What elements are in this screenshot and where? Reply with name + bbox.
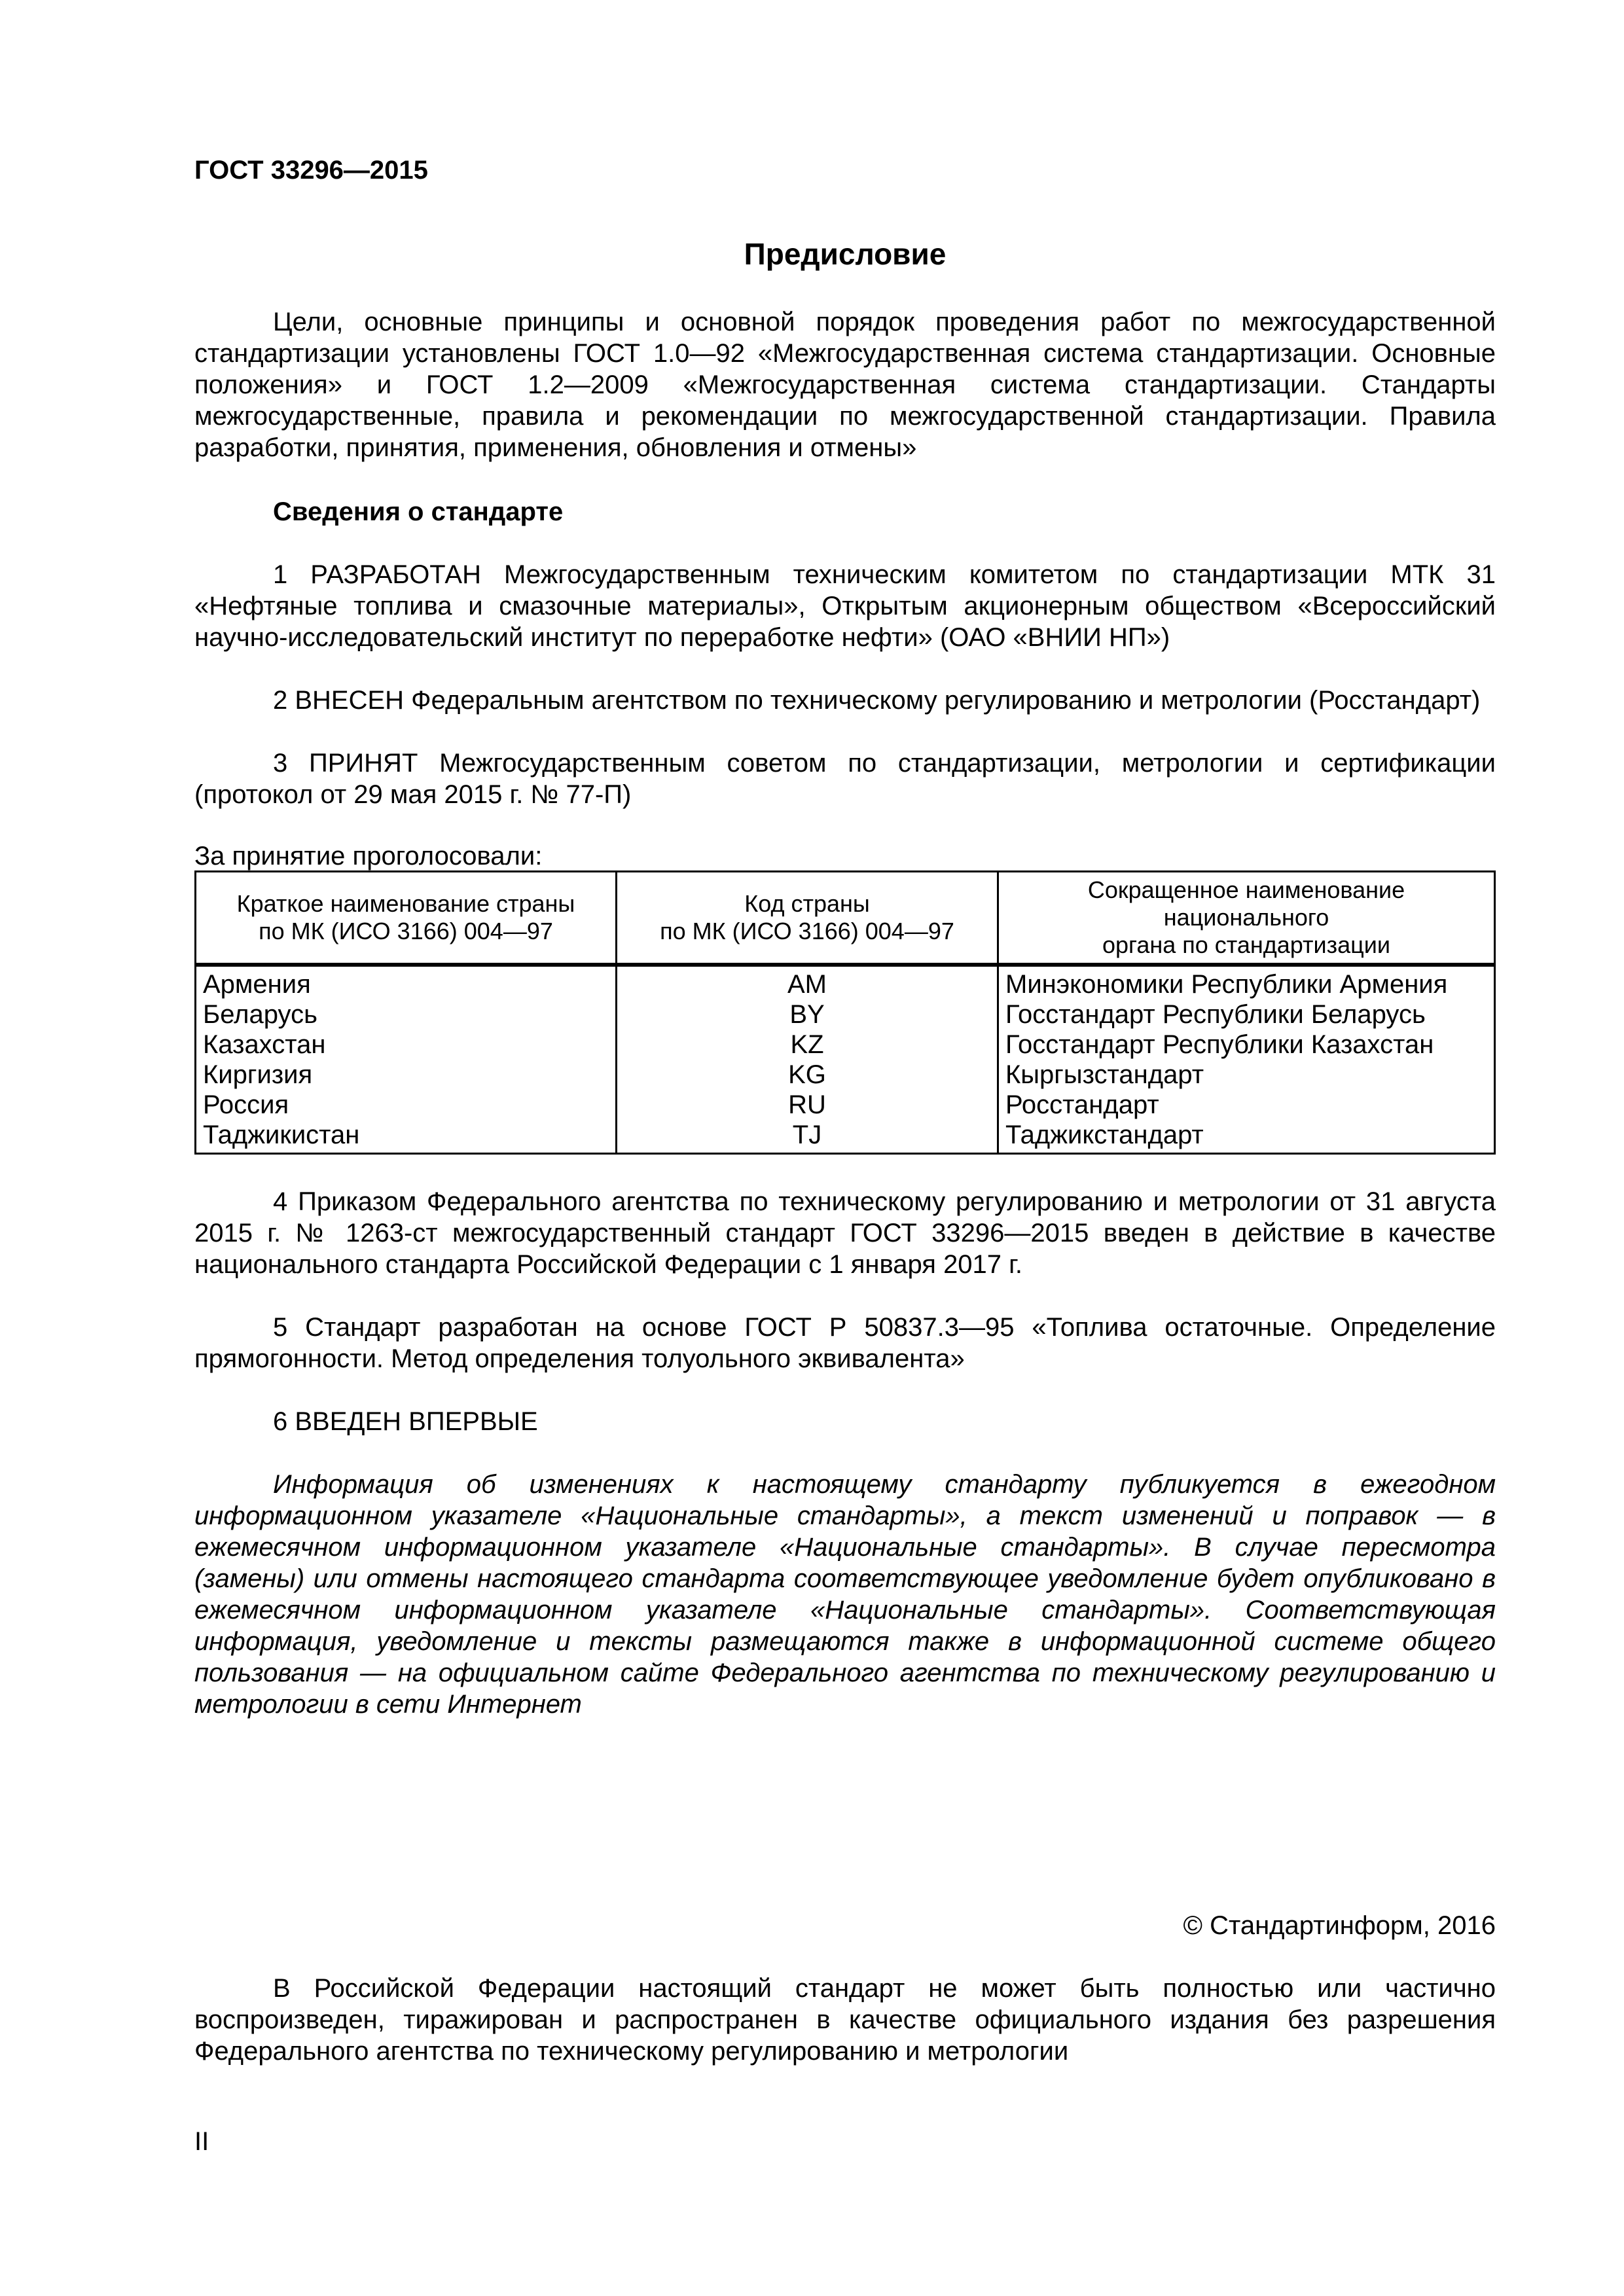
country-cell: Киргизия xyxy=(196,1060,617,1090)
body-cell: Минэкономики Республики Армения xyxy=(998,965,1495,999)
table-row xyxy=(196,999,1495,1030)
copyright: © Стандартинформ, 2016 xyxy=(1183,1911,1496,1940)
item-2: 2 ВНЕСЕН Федеральным агентством по техническому регулированию и метрологии (Росстандарт) xyxy=(273,686,1481,715)
country-cell: Армения xyxy=(196,965,617,999)
page-number: II xyxy=(194,2127,209,2156)
vote-label: За принятие проголосовали: xyxy=(194,842,543,870)
table-row xyxy=(196,1090,1495,1120)
header-body: Сокращенное наименование национального органа по стандартизации xyxy=(998,872,1495,965)
item-4: 4 Приказом Федерального агентства по техническому регулированию и метрологии от 31 августа 2015 г. № 1263-ст межгосударственный стандарт ГОСТ 33296—2015 введен в действие в качестве национального стандарта Российской Федерации с 1 января 2017 г. xyxy=(194,1187,1496,1279)
page-content xyxy=(194,154,1496,2067)
header-country: Краткое наименование страны по МК (ИСО 3166) 004—97 xyxy=(196,872,617,965)
body-cell: Госстандарт Республики Беларусь xyxy=(998,999,1495,1030)
vote-table-header xyxy=(196,872,1495,965)
body-cell: Госстандарт Республики Казахстан xyxy=(998,1030,1495,1060)
page-title: Предисловие xyxy=(744,237,947,271)
country-cell: Россия xyxy=(196,1090,617,1120)
body-cell: Росстандарт xyxy=(998,1090,1495,1120)
table-row xyxy=(196,1120,1495,1154)
code-cell: KG xyxy=(617,1060,998,1090)
code-cell: RU xyxy=(617,1090,998,1120)
table-row xyxy=(196,1030,1495,1060)
country-cell: Казахстан xyxy=(196,1030,617,1060)
section-heading: Сведения о стандарте xyxy=(273,497,564,526)
country-cell: Таджикистан xyxy=(196,1120,617,1154)
table-row xyxy=(196,965,1495,999)
body-cell: Кыргызстандарт xyxy=(998,1060,1495,1090)
document-code: ГОСТ 33296—2015 xyxy=(194,156,428,185)
code-cell: KZ xyxy=(617,1030,998,1060)
code-cell: AM xyxy=(617,965,998,999)
item-5: 5 Стандарт разработан на основе ГОСТ Р 50837.3—95 «Топлива остаточные. Определение прямогонности. Метод определения толуольного эквивалента» xyxy=(194,1313,1496,1373)
intro-paragraph: Цели, основные принципы и основной порядок проведения работ по межгосударственной стандартизации установлены ГОСТ 1.0—92 «Межгосударственная система стандартизации. Основные положения» и ГОСТ 1.2—2009 «Межгосударственная система стандартизации. Стандарты межгосударственные, правила и рекомендации по межгосударственной стандартизации. Правила разработки, принятия, применения, обновления и отмены» xyxy=(194,308,1496,462)
country-cell: Беларусь xyxy=(196,999,617,1030)
item-1: 1 РАЗРАБОТАН Межгосударственным техническим комитетом по стандартизации МТК 31 «Нефтяные топлива и смазочные материалы», Открытым акционерным обществом «Всероссийский научно-исследовательский институт по переработке нефти» (ОАО «ВНИИ НП») xyxy=(194,560,1496,652)
info-note: Информация об изменениях к настоящему стандарту публикуется в ежегодном информационном указателе «Национальные стандарты», а текст изменений и поправок — в ежемесячном информационном указателе «Национальные стандарты». В случае пересмотра (замены) или отмены настоящего стандарта соответствующее уведомление будет опубликовано в ежемесячном информационном указателе «Национальные стандарты». Соответствующая информация, уведомление и тексты размещаются также в информационной системе общего пользования — на официальном сайте Федерального агентства по техническому регулированию и метрологии в сети Интернет xyxy=(194,1470,1496,1719)
body-cell: Таджикстандарт xyxy=(998,1120,1495,1154)
vote-table xyxy=(194,870,1496,1155)
code-cell: TJ xyxy=(617,1120,998,1154)
table-row xyxy=(196,1060,1495,1090)
item-6: 6 ВВЕДЕН ВПЕРВЫЕ xyxy=(273,1407,538,1436)
code-cell: BY xyxy=(617,999,998,1030)
rights-notice: В Российской Федерации настоящий стандарт не может быть полностью или частично воспроизведен, тиражирован и распространен в качестве официального издания без разрешения Федерального агентства по техническому регулированию и метрологии xyxy=(194,1974,1496,2066)
item-3: 3 ПРИНЯТ Межгосударственным советом по стандартизации, метрологии и сертификации (протокол от 29 мая 2015 г. № 77-П) xyxy=(194,749,1496,809)
header-code: Код страны по МК (ИСО 3166) 004—97 xyxy=(617,872,998,965)
